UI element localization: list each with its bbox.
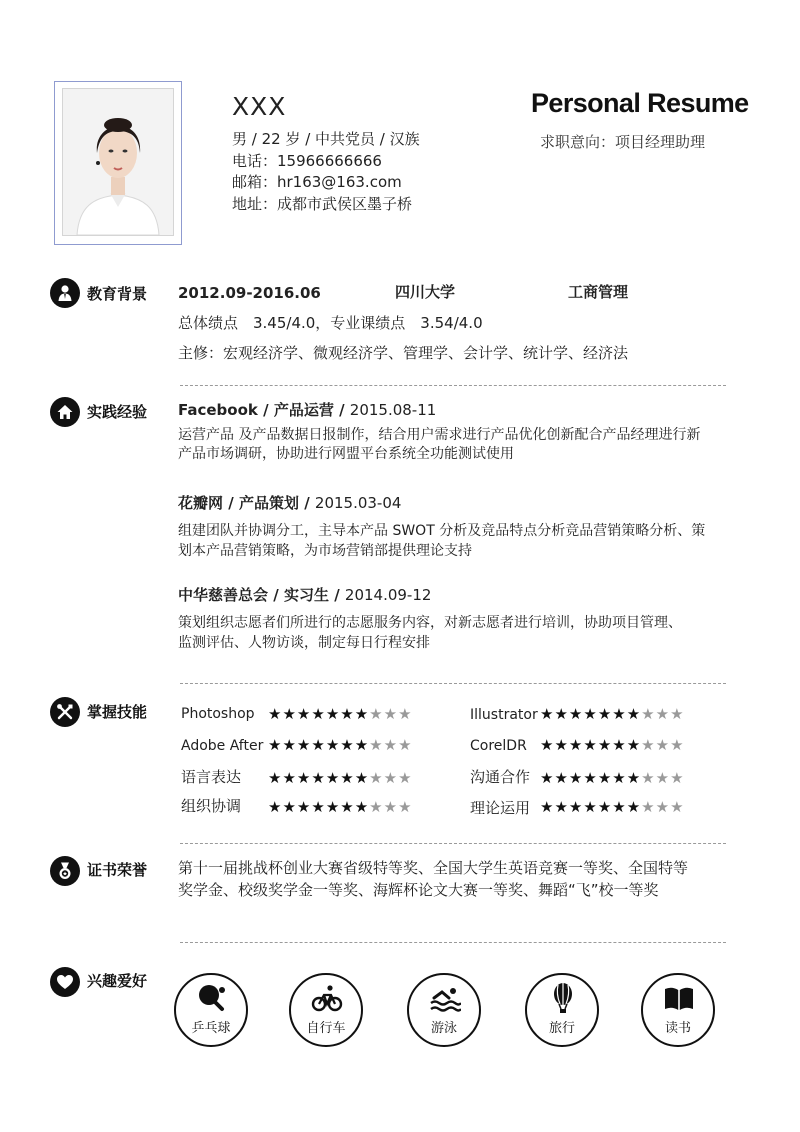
star-filled-icon: ★ — [311, 705, 326, 723]
education-heading: 教育背景 — [87, 285, 148, 303]
education-period: 2012.09-2016.06 — [178, 284, 321, 302]
skill-name: Adobe After — [181, 738, 264, 754]
experience-desc-line: 策划组织志愿者们所进行的志愿服务内容，对新志愿者进行培训，协助项目管理、 — [178, 615, 682, 631]
star-filled-icon: ★ — [583, 705, 598, 723]
experience-desc-line: 产品市场调研，协助进行网盟平台系统全功能测试使用 — [178, 446, 514, 462]
star-filled-icon: ★ — [354, 736, 370, 754]
skill-rating — [268, 736, 413, 754]
star-empty-icon: ★ — [369, 798, 384, 816]
skill-rating — [540, 705, 685, 723]
star-filled-icon: ★ — [583, 736, 598, 754]
tools-icon — [50, 697, 80, 727]
star-empty-icon: ★ — [383, 736, 399, 754]
awards-line: 奖学金、校级奖学金一等奖、海辉杯论文大赛一等奖、舞蹈“飞”校一等奖 — [178, 881, 659, 899]
star-empty-icon: ★ — [641, 736, 656, 754]
profile-photo — [62, 88, 174, 236]
star-filled-icon: ★ — [325, 798, 341, 816]
star-empty-icon: ★ — [655, 705, 671, 723]
star-filled-icon: ★ — [325, 769, 341, 787]
experience-desc-line: 划本产品营销策略，为市场营销部提供理论支持 — [178, 543, 472, 559]
experience-org: 花瓣网 — [178, 494, 224, 512]
experience-desc-line: 运营产品 及产品数据日报制作，结合用户需求进行产品优化创新配合产品经理进行新 — [178, 427, 701, 443]
ping-pong-icon — [196, 982, 228, 1014]
star-filled-icon: ★ — [282, 705, 297, 723]
home-icon — [50, 397, 80, 427]
star-filled-icon: ★ — [296, 769, 312, 787]
skill-rating — [540, 769, 685, 787]
star-empty-icon: ★ — [655, 736, 671, 754]
star-empty-icon: ★ — [641, 705, 656, 723]
star-empty-icon: ★ — [641, 769, 656, 787]
star-filled-icon: ★ — [311, 736, 326, 754]
hobby-item — [174, 973, 248, 1047]
star-filled-icon: ★ — [568, 798, 584, 816]
star-filled-icon: ★ — [612, 736, 627, 754]
personal-details: 男 / 22 岁 / 中共党员 / 汉族 — [232, 130, 420, 148]
star-filled-icon: ★ — [597, 798, 613, 816]
hot-air-balloon-icon — [547, 982, 579, 1014]
hobby-item — [289, 973, 363, 1047]
star-filled-icon: ★ — [268, 705, 283, 723]
experience-item-header: 中华慈善总会 / 实习生 / 2014.09-12 — [178, 586, 432, 604]
star-empty-icon: ★ — [655, 769, 671, 787]
star-filled-icon: ★ — [296, 705, 312, 723]
star-empty-icon: ★ — [383, 705, 399, 723]
star-filled-icon: ★ — [354, 798, 370, 816]
experience-date: 2015.03-04 — [314, 494, 402, 512]
star-filled-icon: ★ — [282, 736, 297, 754]
star-filled-icon: ★ — [626, 769, 642, 787]
star-filled-icon: ★ — [325, 705, 341, 723]
education-courses: 主修：宏观经济学、微观经济学、管理学、会计学、统计学、经济法 — [178, 344, 629, 362]
star-filled-icon: ★ — [311, 798, 326, 816]
star-filled-icon: ★ — [340, 798, 355, 816]
star-empty-icon: ★ — [398, 798, 413, 816]
skill-rating — [268, 705, 413, 723]
hobby-label: 游泳 — [430, 1021, 457, 1036]
star-filled-icon: ★ — [296, 736, 312, 754]
skill-name: 组织协调 — [181, 797, 242, 815]
experience-role: 产品运营 — [273, 401, 334, 419]
star-filled-icon: ★ — [554, 798, 569, 816]
star-filled-icon: ★ — [540, 736, 555, 754]
star-filled-icon: ★ — [612, 769, 627, 787]
hobby-label: 自行车 — [306, 1021, 346, 1036]
star-filled-icon: ★ — [568, 705, 584, 723]
education-major: 工商管理 — [568, 283, 629, 301]
skill-rating — [268, 798, 413, 816]
star-filled-icon: ★ — [612, 705, 627, 723]
star-filled-icon: ★ — [568, 736, 584, 754]
star-filled-icon: ★ — [354, 769, 370, 787]
star-empty-icon: ★ — [641, 798, 656, 816]
hobby-item — [525, 973, 599, 1047]
skill-rating — [268, 769, 413, 787]
star-empty-icon: ★ — [383, 798, 399, 816]
experience-role: 产品策划 — [238, 494, 299, 512]
star-filled-icon: ★ — [554, 736, 569, 754]
experience-org: Facebook — [178, 401, 258, 419]
star-filled-icon: ★ — [597, 705, 613, 723]
hobbies-heading: 兴趣爱好 — [87, 972, 148, 990]
section-divider — [180, 385, 726, 386]
skill-name: 理论运用 — [470, 799, 531, 817]
awards-heading: 证书荣誉 — [87, 861, 148, 879]
star-filled-icon: ★ — [282, 798, 297, 816]
experience-desc-line: 组建团队并协调分工，主导本产品 SWOT 分析及竞品特点分析竞品营销策略分析、策 — [178, 523, 706, 539]
medal-icon — [50, 856, 80, 886]
hobby-item — [407, 973, 481, 1047]
phone-text: 电话：15966666666 — [232, 152, 382, 170]
star-empty-icon: ★ — [369, 705, 384, 723]
star-filled-icon: ★ — [597, 769, 613, 787]
star-empty-icon: ★ — [655, 798, 671, 816]
star-filled-icon: ★ — [568, 769, 584, 787]
swimmer-icon — [429, 982, 461, 1014]
star-filled-icon: ★ — [626, 736, 642, 754]
star-filled-icon: ★ — [554, 705, 569, 723]
star-empty-icon: ★ — [670, 798, 685, 816]
experience-org: 中华慈善总会 — [178, 586, 269, 604]
skill-rating — [540, 736, 685, 754]
star-filled-icon: ★ — [626, 798, 642, 816]
user-icon — [50, 278, 80, 308]
star-empty-icon: ★ — [670, 736, 685, 754]
section-divider — [180, 942, 726, 943]
book-icon — [663, 982, 695, 1014]
skill-name: CorelDR — [470, 738, 527, 754]
star-empty-icon: ★ — [398, 736, 413, 754]
star-filled-icon: ★ — [554, 769, 569, 787]
star-empty-icon: ★ — [369, 769, 384, 787]
star-filled-icon: ★ — [296, 798, 312, 816]
profile-photo-frame — [54, 81, 182, 245]
awards-line: 第十一届挑战杯创业大赛省级特等奖、全国大学生英语竞赛一等奖、全国特等 — [178, 859, 689, 877]
skill-name: 语言表达 — [181, 768, 242, 786]
hobby-item — [641, 973, 715, 1047]
star-empty-icon: ★ — [398, 705, 413, 723]
skill-name: Illustrator — [470, 707, 538, 723]
star-empty-icon: ★ — [369, 736, 384, 754]
hobby-label: 旅行 — [548, 1021, 575, 1036]
star-filled-icon: ★ — [583, 769, 598, 787]
star-filled-icon: ★ — [340, 769, 355, 787]
star-empty-icon: ★ — [398, 769, 413, 787]
experience-date: 2014.09-12 — [344, 586, 432, 604]
star-filled-icon: ★ — [268, 769, 283, 787]
email-text: 邮箱：hr163@163.com — [232, 173, 402, 191]
star-empty-icon: ★ — [670, 705, 685, 723]
star-filled-icon: ★ — [354, 705, 370, 723]
skill-rating — [540, 798, 685, 816]
bicycle-icon — [311, 982, 343, 1014]
experience-date: 2015.08-11 — [349, 401, 437, 419]
star-filled-icon: ★ — [540, 798, 555, 816]
skills-heading: 掌握技能 — [87, 703, 148, 721]
education-school: 四川大学 — [395, 283, 456, 301]
job-objective: 求职意向：项目经理助理 — [540, 133, 706, 151]
experience-role: 实习生 — [283, 586, 329, 604]
address-text: 地址：成都市武侯区墨子桥 — [232, 195, 413, 213]
skill-name: Photoshop — [181, 706, 255, 722]
star-filled-icon: ★ — [268, 798, 283, 816]
star-filled-icon: ★ — [626, 705, 642, 723]
star-filled-icon: ★ — [340, 736, 355, 754]
resume-title: Personal Resume — [531, 88, 749, 118]
star-filled-icon: ★ — [597, 736, 613, 754]
star-filled-icon: ★ — [540, 769, 555, 787]
star-filled-icon: ★ — [268, 736, 283, 754]
education-gpa: 总体绩点 3.45/4.0，专业课绩点 3.54/4.0 — [178, 314, 483, 332]
experience-item-header: 花瓣网 / 产品策划 / 2015.03-04 — [178, 494, 402, 512]
star-filled-icon: ★ — [583, 798, 598, 816]
experience-item-header: Facebook / 产品运营 / 2015.08-11 — [178, 401, 437, 419]
section-divider — [180, 843, 726, 844]
star-filled-icon: ★ — [325, 736, 341, 754]
hobby-label: 读书 — [664, 1021, 691, 1036]
experience-desc-line: 监测评估、人物访谈，制定每日行程安排 — [178, 635, 430, 651]
section-divider — [180, 683, 726, 684]
experience-heading: 实践经验 — [87, 403, 148, 421]
star-filled-icon: ★ — [540, 705, 555, 723]
heart-icon — [50, 967, 80, 997]
star-filled-icon: ★ — [311, 769, 326, 787]
hobby-label: 乒乓球 — [191, 1021, 231, 1036]
skill-name: 沟通合作 — [470, 768, 531, 786]
star-empty-icon: ★ — [670, 769, 685, 787]
star-filled-icon: ★ — [282, 769, 297, 787]
star-filled-icon: ★ — [340, 705, 355, 723]
candidate-name: XXX — [232, 92, 287, 121]
star-filled-icon: ★ — [612, 798, 627, 816]
star-empty-icon: ★ — [383, 769, 399, 787]
